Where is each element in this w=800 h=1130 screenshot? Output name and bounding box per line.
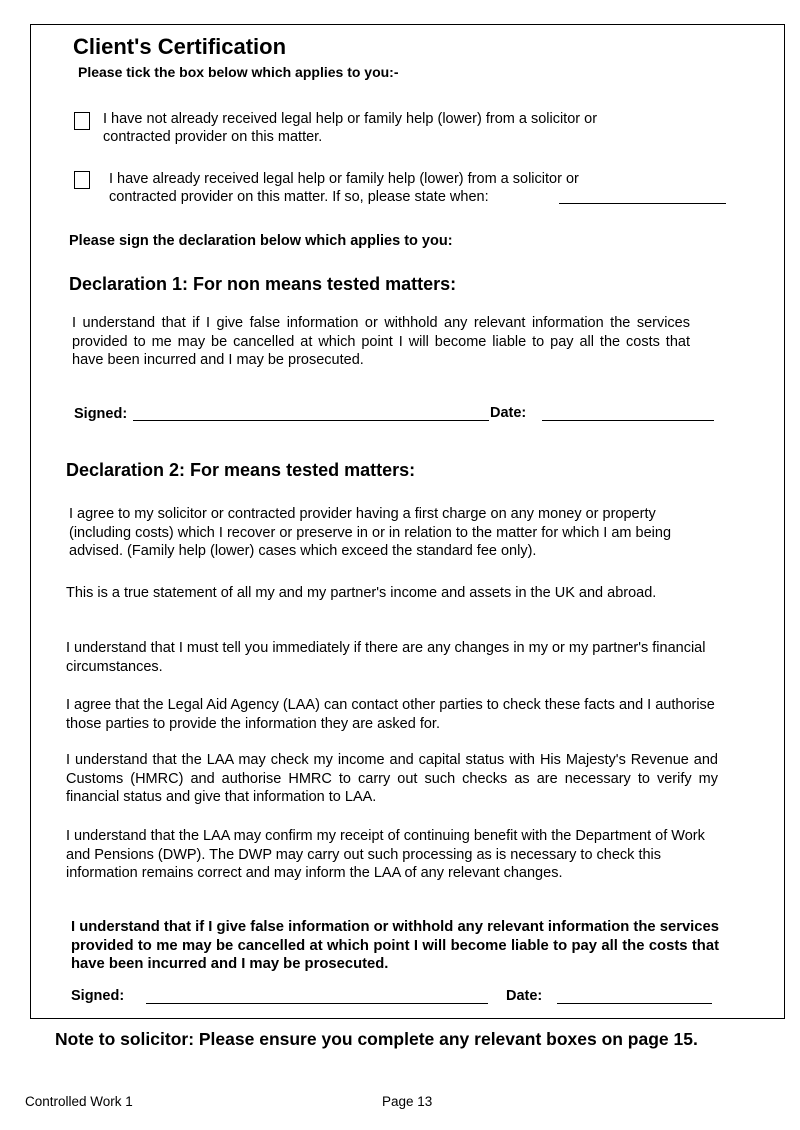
page-title: Client's Certification — [73, 34, 287, 59]
already-received-option-text: I have already received legal help or family help (lower) from a solicitor or contracted provider on this matter. If so, please state when: — [109, 171, 579, 205]
declaration-1-heading: Declaration 1: For non means tested matters: — [69, 274, 457, 294]
declaration-2-date-line[interactable] — [557, 1003, 712, 1004]
not-received-checkbox[interactable] — [74, 112, 90, 130]
declaration-2-charge-paragraph: I agree to my solicitor or contracted provider having a first charge on any money or property (including costs) which I recover or preserve in or in relation to the matter for which I am being advised. (Family help (lower) cases which exceed the standard fee only). — [69, 506, 672, 559]
footer-page-number: Page 13 — [382, 1094, 433, 1109]
tick-instruction: Please tick the box below which applies to you:- — [78, 64, 399, 80]
declaration-1-signature-line[interactable] — [133, 420, 489, 421]
declaration-2-hmrc-paragraph: I understand that the LAA may check my income and capital status with His Majesty's Revenue and Customs (HMRC) and authorise HMRC to carry out such checks as are necessary to verify my financial status and give that information to LAA. — [66, 752, 718, 805]
declaration-2-true-statement-paragraph: This is a true statement of all my and my partner's income and assets in the UK and abroad. — [66, 585, 657, 601]
declaration-2-signed-label: Signed: — [71, 988, 125, 1004]
declaration-2-heading: Declaration 2: For means tested matters: — [66, 460, 416, 480]
declaration-2-date-label: Date: — [506, 988, 543, 1004]
declaration-1-date-label: Date: — [490, 405, 527, 421]
declaration-2-dwp-paragraph: I understand that the LAA may confirm my receipt of continuing benefit with the Department of Work and Pensions (DWP). The DWP may carry out such processing as is necessary to check this information remains correct and may inform the LAA of any relevant changes. — [66, 828, 705, 881]
declaration-1-text: I understand that if I give false information or withhold any relevant information the services provided to me may be cancelled at which point I will become liable to pay all the costs that have been incurred and I may be prosecuted. — [72, 315, 690, 368]
not-received-option-text: I have not already received legal help or family help (lower) from a solicitor or contracted provider on this matter. — [103, 111, 598, 145]
sign-instruction: Please sign the declaration below which applies to you: — [69, 233, 453, 249]
declaration-1-signed-label: Signed: — [74, 406, 128, 422]
declaration-2-changes-paragraph: I understand that I must tell you immediately if there are any changes in my or my partner's financial circumstances. — [66, 640, 706, 675]
declaration-2-laa-contact-paragraph: I agree that the Legal Aid Agency (LAA) can contact other parties to check these facts and I authorise those parties to provide the information they are asked for. — [66, 697, 715, 732]
declaration-1-date-line[interactable] — [542, 420, 714, 421]
already-received-checkbox[interactable] — [74, 171, 90, 189]
when-received-field[interactable] — [559, 203, 726, 204]
solicitor-note: Note to solicitor: Please ensure you complete any relevant boxes on page 15. — [55, 1029, 698, 1049]
footer-form-name: Controlled Work 1 — [25, 1094, 133, 1109]
declaration-2-signature-line[interactable] — [146, 1003, 488, 1004]
declaration-2-warning: I understand that if I give false information or withhold any relevant information the services provided to me may be cancelled at which point I will become liable to pay all the costs that have been incurred and I may be prosecuted. — [71, 919, 719, 972]
